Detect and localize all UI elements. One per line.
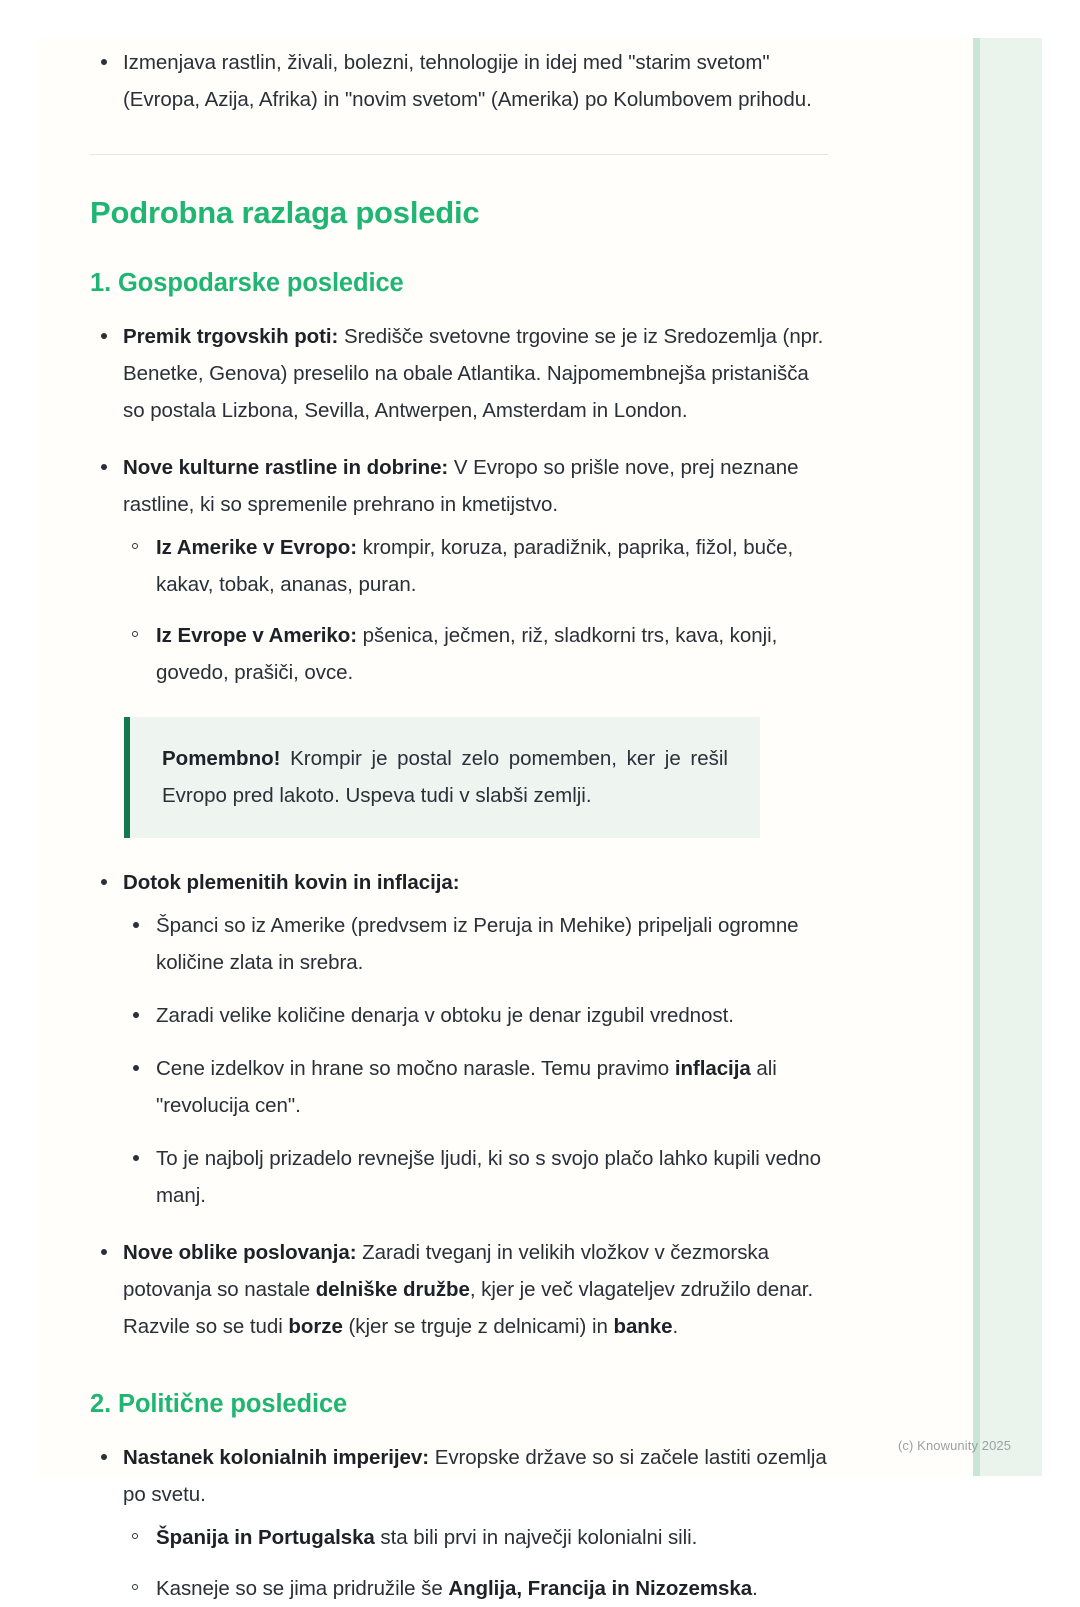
- right-accent-strip-edge: [973, 38, 980, 1476]
- sub-item-text-pre: Cene izdelkov in hrane so močno narasle. Temu pravimo: [156, 1056, 675, 1080]
- list-item-lead: Dotok plemenitih kovin in inflacija:: [123, 870, 460, 894]
- sub-item-text: sta bili prvi in največji kolonialni sili.: [374, 1526, 698, 1550]
- sublist-inflation: [123, 907, 830, 1214]
- callout-text: Krompir je postal zelo pomemben, ker je rešil Evropo pred lakoto. Uspeva tudi v slabši zemlji.: [162, 746, 728, 807]
- sub-item-text-post: ali "revolucija cen".: [156, 1056, 777, 1117]
- list-item: [123, 1570, 830, 1607]
- list-item-bold-f: banke: [613, 1314, 673, 1338]
- list-item: [90, 1439, 830, 1607]
- list-item: [123, 997, 830, 1034]
- sub-item-text: Zaradi velike količine denarja v obtoku je denar izgubil vrednost.: [156, 1003, 734, 1027]
- list-item: [90, 318, 830, 429]
- section-heading-economic: 1. Gospodarske posledice: [90, 269, 404, 298]
- section-divider: [90, 154, 828, 155]
- callout-lead: Pomembno!: [162, 746, 281, 770]
- list-item: [123, 1050, 830, 1124]
- list-item: [123, 1519, 830, 1556]
- watermark: (c) Knowunity 2025: [898, 1438, 1012, 1453]
- sub-item-text: To je najbolj prizadelo revnejše ljudi, ki so s svojo plačo lahko kupili vedno manj.: [156, 1146, 822, 1207]
- list-item-text-e: (kjer se trguje z delnicami) in: [342, 1314, 614, 1338]
- list-item: [123, 1140, 830, 1214]
- intro-list: [90, 44, 830, 118]
- list-item: [123, 907, 830, 981]
- right-accent-strip: [973, 38, 1042, 1476]
- document-content: [90, 44, 830, 1607]
- list-item: [123, 617, 830, 691]
- political-list: [90, 1439, 830, 1607]
- list-item-lead: Premik trgovskih poti:: [123, 324, 339, 348]
- list-item-text: Evropske države so si začele lastiti ozemlja po svetu.: [123, 1446, 827, 1507]
- sub-item-lead: Iz Evrope v Ameriko:: [156, 623, 358, 647]
- list-item: [90, 449, 830, 691]
- sub-item-text-bold: Anglija, Francija in Nizozemska: [448, 1577, 753, 1601]
- sub-item-lead: Iz Amerike v Evropo:: [156, 535, 358, 559]
- list-item-bold-b: delniške družbe: [315, 1277, 470, 1301]
- list-item-text-g: .: [672, 1314, 679, 1338]
- sub-item-text: Španci so iz Amerike (predvsem iz Peruja in Mehike) pripeljali ogromne količine zlata in srebra.: [156, 913, 799, 974]
- sub-item-text: krompir, koruza, paradižnik, paprika, fižol, buče, kakav, tobak, ananas, puran.: [156, 535, 794, 596]
- list-item-lead: Nove oblike poslovanja:: [123, 1240, 357, 1264]
- list-item-lead: Nastanek kolonialnih imperijev:: [123, 1446, 430, 1470]
- list-item: [90, 44, 830, 118]
- sub-item-text-post: .: [752, 1577, 758, 1601]
- economic-list: [90, 318, 830, 691]
- list-item-text: V Evropo so prišle nove, prej neznane rastline, ki so spremenile prehrano in kmetijstvo.: [123, 455, 799, 516]
- sub-item-text-bold: inflacija: [674, 1056, 751, 1080]
- list-item: [90, 1234, 830, 1345]
- economic-list-continued: [90, 864, 830, 1345]
- sub-item-text-pre: Kasneje so se jima pridružile še: [156, 1577, 449, 1601]
- list-item: [90, 864, 830, 1214]
- sub-item-lead: Španija in Portugalska: [156, 1526, 375, 1550]
- list-item: [123, 529, 830, 603]
- list-item-lead: Nove kulturne rastline in dobrine:: [123, 455, 449, 479]
- intro-bullet-text: Izmenjava rastlin, živali, bolezni, tehnologije in idej med "starim svetom" (Evropa, Azija, Afrika) in "novim svetom" (Amerika) po Kolumbovem prihodu.: [123, 51, 812, 111]
- list-item-text: Središče svetovne trgovine se je iz Sredozemlja (npr. Benetke, Genova) preselilo na obale Atlantika. Najpomembnejša pristanišča so postala Lizbona, Sevilla, Antwerpen, Amsterdam in London.: [123, 324, 824, 422]
- sublist-exchange: [123, 529, 830, 691]
- callout-paragraph: [162, 740, 728, 814]
- page-title: Podrobna razlaga posledic: [90, 195, 480, 230]
- sublist-colonial-powers: [123, 1519, 830, 1607]
- section-heading-political: 2. Politične posledice: [90, 1389, 348, 1418]
- list-item-bold-d: borze: [288, 1314, 343, 1338]
- sub-item-text: pšenica, ječmen, riž, sladkorni trs, kava, konji, govedo, prašiči, ovce.: [156, 623, 778, 684]
- important-callout: [124, 717, 760, 838]
- list-item-text-a: Zaradi tveganj in velikih vložkov v čezmorska potovanja so nastale: [123, 1240, 769, 1301]
- list-item-text-c: , kjer je več vlagateljev združilo denar. Razvile so se tudi: [123, 1277, 814, 1338]
